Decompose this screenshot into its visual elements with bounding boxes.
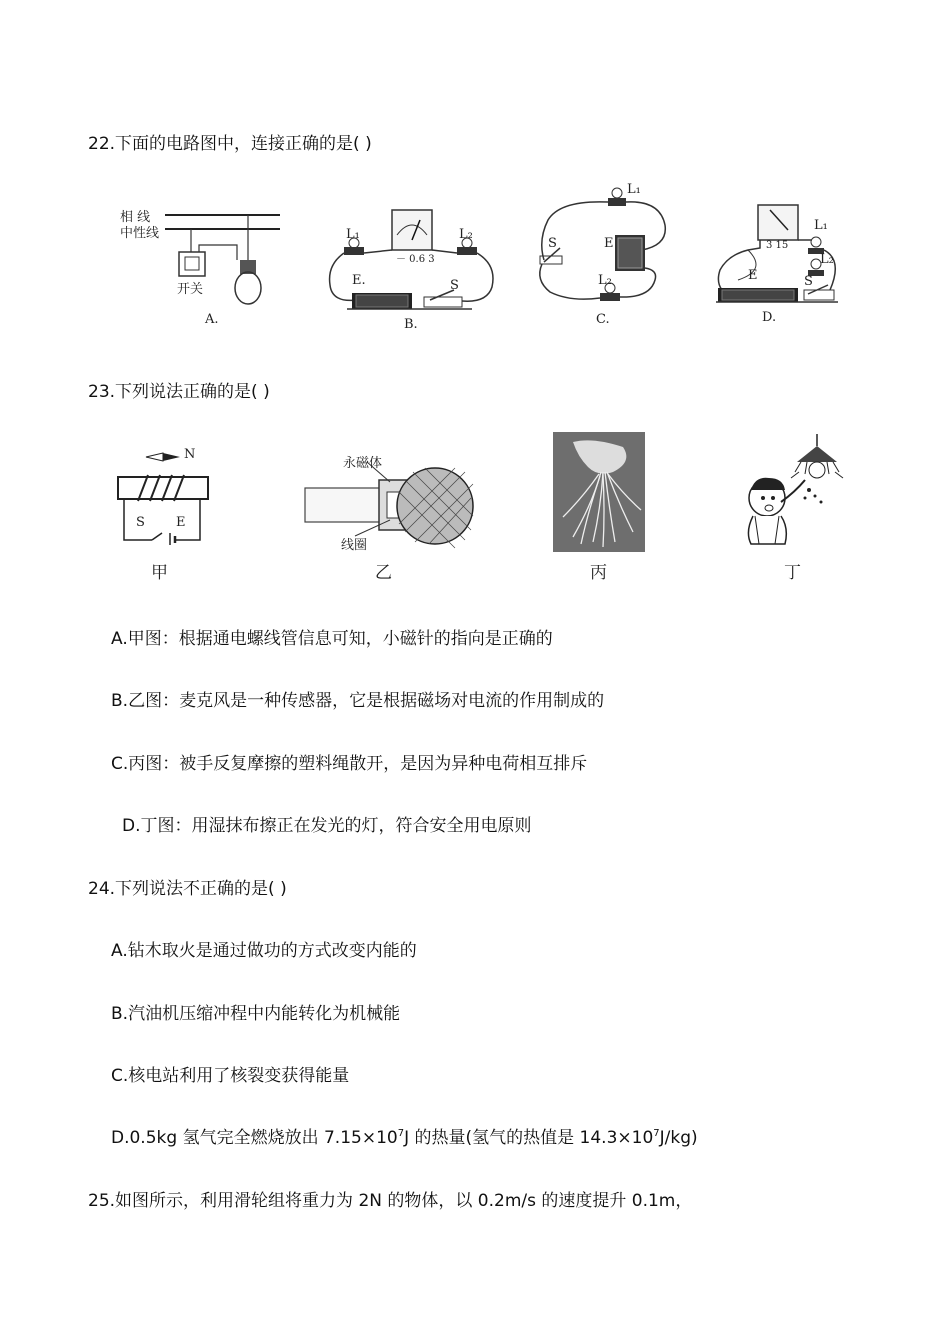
fig-c-l2-label: L₂ bbox=[598, 273, 612, 288]
fig-c-e-label: E bbox=[604, 236, 614, 251]
q22-stem: 22.下面的电路图中，连接正确的是( ) bbox=[88, 134, 372, 154]
q23-figure-yi bbox=[295, 440, 475, 583]
fig-a-caption: A. bbox=[205, 312, 219, 327]
q23-option-b[interactable]: B.乙图：麦克风是一种传感器，它是根据磁场对电流的作用制成的 bbox=[111, 691, 605, 711]
fig-a-neutral-label: 中性线 bbox=[120, 226, 160, 241]
fig-jia-e-label: E bbox=[176, 515, 186, 530]
q25-stem: 25.如图所示，利用滑轮组将重力为 2N 的物体，以 0.2m/s 的速度提升 0.1m， bbox=[88, 1191, 693, 1211]
fig-d-scale-label: 3 15 bbox=[766, 240, 789, 251]
q23-figure-jia bbox=[108, 445, 218, 583]
q23-option-c[interactable]: C.丙图：被手反复摩擦的塑料绳散开，是因为异种电荷相互排斥 bbox=[111, 754, 588, 774]
fig-a-live-label: 相 线 bbox=[120, 210, 151, 225]
q24-option-d-exp1: 7 bbox=[397, 1128, 405, 1139]
q22-figure-d bbox=[708, 200, 858, 335]
fig-jia-n-label: N bbox=[184, 447, 196, 462]
fig-d-l2-label: L₂ bbox=[820, 252, 834, 267]
fig-b-caption: B. bbox=[404, 317, 418, 332]
fig-c-caption: C. bbox=[596, 312, 610, 327]
fig-yi-magnet-label: 永磁体 bbox=[343, 456, 383, 471]
fig-jia-s-label: S bbox=[136, 515, 145, 530]
fig-c-l1-label: L₁ bbox=[627, 182, 641, 197]
fig-d-s-label: S bbox=[804, 274, 813, 289]
q24-option-c[interactable]: C.核电站利用了核裂变获得能量 bbox=[111, 1066, 350, 1086]
fig-d-l1-label: L₁ bbox=[814, 218, 828, 233]
fig-yi-caption: 乙 bbox=[375, 563, 392, 583]
fig-bing-caption: 丙 bbox=[590, 563, 607, 583]
q24-option-a[interactable]: A.钻木取火是通过做功的方式改变内能的 bbox=[111, 941, 417, 961]
fig-d-e-label: E bbox=[748, 268, 758, 283]
fig-jia-caption: 甲 bbox=[151, 563, 168, 583]
q24-option-d-part2: J 的热量(氢气的热值是 14.3×10 bbox=[404, 1128, 654, 1148]
q23-option-a[interactable]: A.甲图：根据通电螺线管信息可知，小磁针的指向是正确的 bbox=[111, 629, 553, 649]
q22-figure-b bbox=[322, 205, 502, 335]
fig-b-s-label: S bbox=[450, 278, 459, 293]
fig-d-caption: D. bbox=[762, 310, 777, 325]
fig-a-switch-label: 开关 bbox=[177, 282, 204, 297]
fig-c-s-label: S bbox=[548, 236, 557, 251]
q24-option-d-part1: D.0.5kg 氢气完全燃烧放出 7.15×10 bbox=[111, 1128, 398, 1148]
q23-figure-ding bbox=[735, 432, 855, 582]
q24-stem: 24.下列说法不正确的是( ) bbox=[88, 879, 287, 899]
q24-option-d[interactable] bbox=[111, 1126, 698, 1150]
fig-ding-caption: 丁 bbox=[784, 563, 801, 583]
q23-figure-bing bbox=[553, 432, 648, 582]
q22-figure-a bbox=[115, 200, 295, 335]
fig-b-l1-label: L₁ bbox=[346, 227, 360, 242]
q23-option-d[interactable]: D.丁图：用湿抹布擦正在发光的灯，符合安全用电原则 bbox=[122, 816, 532, 836]
q23-stem: 23.下列说法正确的是( ) bbox=[88, 382, 270, 402]
q24-option-d-exp2: 7 bbox=[653, 1128, 660, 1139]
fig-yi-coil-label: 线圈 bbox=[341, 538, 368, 553]
fig-b-l2-label: L₂ bbox=[459, 227, 473, 242]
fig-b-scale-label: － 0.6 3 bbox=[396, 254, 435, 265]
q24-option-d-part3: J/kg) bbox=[659, 1128, 698, 1148]
q24-option-b[interactable]: B.汽油机压缩冲程中内能转化为机械能 bbox=[111, 1004, 401, 1024]
q22-figure-c bbox=[530, 180, 680, 330]
fig-b-e-label: E. bbox=[352, 273, 366, 288]
